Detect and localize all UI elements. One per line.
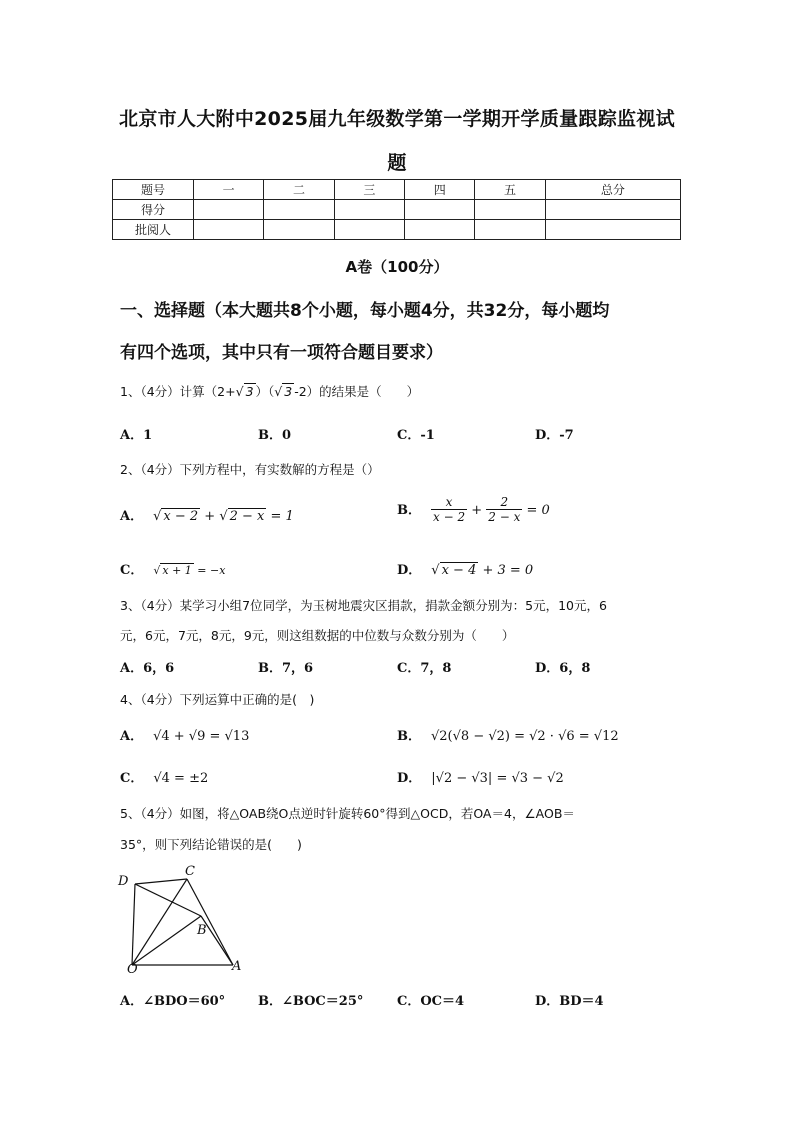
fraction-numerator: 2 xyxy=(486,495,522,510)
question-5-stem: 5、（4分）如图，将△OAB绕O点逆时针旋转60°得到△OCD，若OA＝4，∠AOB＝ xyxy=(120,806,575,821)
q2-option-d[interactable]: D． √ x − 4 + 3 = 0 xyxy=(397,563,534,578)
table-header-cell: 四 xyxy=(405,180,475,200)
q1-option-a[interactable]: A．1 xyxy=(120,428,153,443)
table-header-cell: 一 xyxy=(194,180,264,200)
q2-option-a[interactable]: A． √ x − 2 + √ 2 − x = 1 xyxy=(120,509,294,524)
option-label: D． xyxy=(397,563,422,578)
radicand: x − 2 xyxy=(163,509,199,524)
table-row xyxy=(113,180,681,200)
operator: + xyxy=(200,509,220,524)
math-expression: |√2 − √3| = √3 − √2 xyxy=(431,771,564,786)
question-1-stem: 1、（4分）计算（2+√ 3 ）（√ 3 -2）的结果是（ ） xyxy=(120,384,420,399)
q5-option-b[interactable]: B．∠BOC＝25° xyxy=(258,994,364,1009)
q1-option-b[interactable]: B．0 xyxy=(258,428,292,443)
q4-option-d[interactable] xyxy=(397,767,564,786)
q1-text: -2）的结果是（ ） xyxy=(294,384,420,399)
q1-option-d[interactable]: D．-7 xyxy=(535,428,574,443)
page-title-cont: 题 xyxy=(387,152,407,174)
equation-rhs: + 3 = 0 xyxy=(478,563,534,578)
equation-rhs: = 0 xyxy=(522,503,550,518)
table-header-cell: 二 xyxy=(264,180,334,200)
q1-radicand: 3 xyxy=(245,384,254,399)
segment-oc xyxy=(132,879,187,965)
math-expression: √4 = ±2 xyxy=(153,771,209,786)
table-header-cell: 五 xyxy=(475,180,545,200)
question-2-stem: 2、（4分）下列方程中，有实数解的方程是（） xyxy=(120,462,380,477)
fraction-denominator: 2 − x xyxy=(488,510,521,524)
q4-option-a[interactable] xyxy=(120,725,249,744)
table-cell xyxy=(194,220,264,240)
score-table xyxy=(112,179,681,240)
question-4-stem: 4、（4分）下列运算中正确的是( ) xyxy=(120,692,315,707)
segment-ob xyxy=(132,916,201,965)
radicand: x + 1 xyxy=(162,564,192,577)
point-label-a: A xyxy=(232,959,242,974)
table-cell xyxy=(405,200,475,220)
segment-db xyxy=(135,884,201,916)
q3-option-b[interactable]: B．7，6 xyxy=(258,661,314,676)
q3-option-a[interactable]: A．6，6 xyxy=(120,661,175,676)
section1-heading: 一、选择题（本大题共8个小题，每小题4分，共32分，每小题均 xyxy=(120,301,610,321)
option-label: A． xyxy=(120,729,144,744)
q2-option-c[interactable]: C． √ x + 1 = −x xyxy=(120,563,226,578)
q5-option-a[interactable]: A．∠BDO＝60° xyxy=(120,994,226,1009)
table-cell xyxy=(194,200,264,220)
option-label: C． xyxy=(120,771,144,786)
equation-rhs: = −x xyxy=(193,564,226,577)
table-header-cell: 三 xyxy=(334,180,404,200)
table-cell xyxy=(405,220,475,240)
option-label: B． xyxy=(397,503,421,518)
table-cell xyxy=(545,200,680,220)
q5-option-c[interactable]: C．OC＝4 xyxy=(397,994,465,1009)
q3-option-d[interactable]: D．6，8 xyxy=(535,661,591,676)
fraction-denominator: x − 2 xyxy=(433,510,466,524)
q3-option-c[interactable]: C．7，8 xyxy=(397,661,452,676)
q2-option-b[interactable] xyxy=(397,495,550,524)
rotation-figure xyxy=(115,862,250,974)
q1-radicand: 3 xyxy=(284,384,293,399)
equation-rhs: = 1 xyxy=(266,509,294,524)
segment-ca xyxy=(187,879,233,965)
operator: + xyxy=(467,503,487,518)
table-cell xyxy=(475,220,545,240)
fraction-numerator: x xyxy=(431,495,467,510)
table-cell xyxy=(334,200,404,220)
option-label: C． xyxy=(120,563,144,578)
section1-heading-cont: 有四个选项，其中只有一项符合题目要求） xyxy=(120,343,443,363)
table-cell xyxy=(545,220,680,240)
table-cell xyxy=(264,220,334,240)
option-label: A． xyxy=(120,509,144,524)
radicand: x − 4 xyxy=(441,563,477,578)
question-5-stem-cont: 35°，则下列结论错误的是( ) xyxy=(120,837,302,852)
q4-option-c[interactable] xyxy=(120,767,208,786)
table-row-label: 得分 xyxy=(113,200,194,220)
q4-option-b[interactable] xyxy=(397,725,619,744)
table-cell xyxy=(475,200,545,220)
question-3-stem: 3、（4分）某学习小组7位同学，为玉树地震灾区捐款，捐款金额分别为：5元，10元，6 xyxy=(120,598,607,613)
q1-text: ）（ xyxy=(255,384,275,399)
table-header-cell: 题号 xyxy=(113,180,194,200)
option-label: D． xyxy=(397,771,422,786)
page-title: 北京市人大附中2025届九年级数学第一学期开学质量跟踪监视试 xyxy=(119,108,675,130)
point-label-c: C xyxy=(185,864,195,879)
q1-option-c[interactable]: C．-1 xyxy=(397,428,435,443)
point-label-d: D xyxy=(118,874,129,889)
q1-text: 1、（4分）计算（2+ xyxy=(120,384,236,399)
table-header-cell: 总分 xyxy=(545,180,680,200)
point-label-o: O xyxy=(127,962,138,974)
table-row-label: 批阅人 xyxy=(113,220,194,240)
table-cell xyxy=(264,200,334,220)
segment-dc xyxy=(135,879,187,884)
section-a-heading: A卷（100分） xyxy=(345,258,449,276)
table-row xyxy=(113,220,681,240)
math-expression: √4 + √9 = √13 xyxy=(153,729,250,744)
radicand: 2 − x xyxy=(229,509,265,524)
math-expression: √2(√8 − √2) = √2 · √6 = √12 xyxy=(431,729,619,744)
question-3-stem-cont: 元，6元，7元，8元，9元，则这组数据的中位数与众数分别为（ ） xyxy=(120,628,515,643)
table-cell xyxy=(334,220,404,240)
segment-od xyxy=(132,884,135,965)
q5-option-d[interactable]: D．BD＝4 xyxy=(535,994,604,1009)
point-label-b: B xyxy=(197,923,207,938)
table-row xyxy=(113,200,681,220)
option-label: B． xyxy=(397,729,421,744)
